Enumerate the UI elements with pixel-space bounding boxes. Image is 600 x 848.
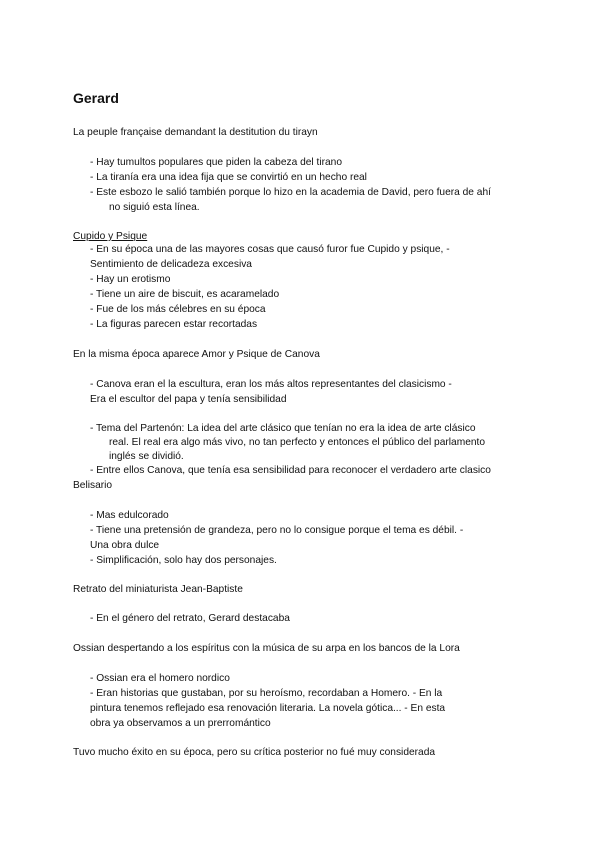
bullet-line: - Tiene un aire de biscuit, es acaramelado — [90, 289, 280, 300]
bullet-line-continuation: Era el escultor del papa y tenía sensibilidad — [90, 394, 287, 405]
section-heading-cupido: Cupido y Psique — [73, 231, 148, 242]
bullet-line: - Mas edulcorado — [90, 510, 169, 521]
paragraph-heading: Retrato del miniaturista Jean-Baptiste — [73, 584, 243, 595]
bullet-line-continuation: inglés se dividió. — [109, 451, 184, 462]
bullet-line: - La figuras parecen estar recortadas — [90, 319, 258, 330]
paragraph-heading: Ossian despertando a los espíritus con la música de su arpa en los bancos de la Lora — [73, 643, 460, 654]
bullet-line: - Simplificación, solo hay dos personajes. — [90, 555, 277, 566]
bullet-line: - Hay tumultos populares que piden la cabeza del tirano — [90, 157, 343, 168]
bullet-line: - Canova eran el la escultura, eran los más altos representantes del clasicismo - — [90, 379, 452, 390]
bullet-line-continuation: real. El real era algo más vivo, no tan perfecto y entonces el público del parlamento — [109, 437, 486, 448]
bullet-line: - Este esbozo le salió también porque lo hizo en la academia de David, pero fuera de ahí — [90, 187, 491, 198]
bullet-line: - En su época una de las mayores cosas que causó furor fue Cupido y psique, - — [90, 244, 450, 255]
bullet-line-continuation: pintura tenemos reflejado esa renovación literaria. La novela gótica... - En esta — [90, 703, 446, 714]
page-title: Gerard — [73, 90, 119, 106]
paragraph-heading: Belisario — [73, 480, 113, 491]
bullet-line: - Ossian era el homero nordico — [90, 673, 230, 684]
bullet-line-continuation: Sentimiento de delicadeza excesiva — [90, 259, 252, 270]
bullet-line-continuation: obra ya observamos a un prerromántico — [90, 718, 271, 729]
paragraph-heading: La peuple française demandant la destitution du tirayn — [73, 127, 318, 138]
paragraph-heading: En la misma época aparece Amor y Psique de Canova — [73, 349, 320, 360]
bullet-line: - Tiene una pretensión de grandeza, pero no lo consigue porque el tema es débil. - — [90, 525, 464, 536]
bullet-line: - Fue de los más célebres en su época — [90, 304, 266, 315]
bullet-line: - Entre ellos Canova, que tenía esa sensibilidad para reconocer el verdadero arte clasico — [90, 465, 491, 476]
bullet-line-continuation: Una obra dulce — [90, 540, 160, 551]
bullet-line: - Hay un erotismo — [90, 274, 171, 285]
bullet-line: - La tiranía era una idea fija que se convirtió en un hecho real — [90, 172, 367, 183]
bullet-line-continuation: no siguió esta línea. — [109, 202, 200, 213]
bullet-line: - Tema del Partenón: La idea del arte clásico que tenían no era la idea de arte clásico — [90, 423, 476, 434]
paragraph-closing: Tuvo mucho éxito en su época, pero su crítica posterior no fué muy considerada — [73, 747, 436, 758]
bullet-line: - Eran historias que gustaban, por su heroísmo, recordaban a Homero. - En la — [90, 688, 443, 699]
bullet-line: - En el género del retrato, Gerard destacaba — [90, 613, 290, 624]
